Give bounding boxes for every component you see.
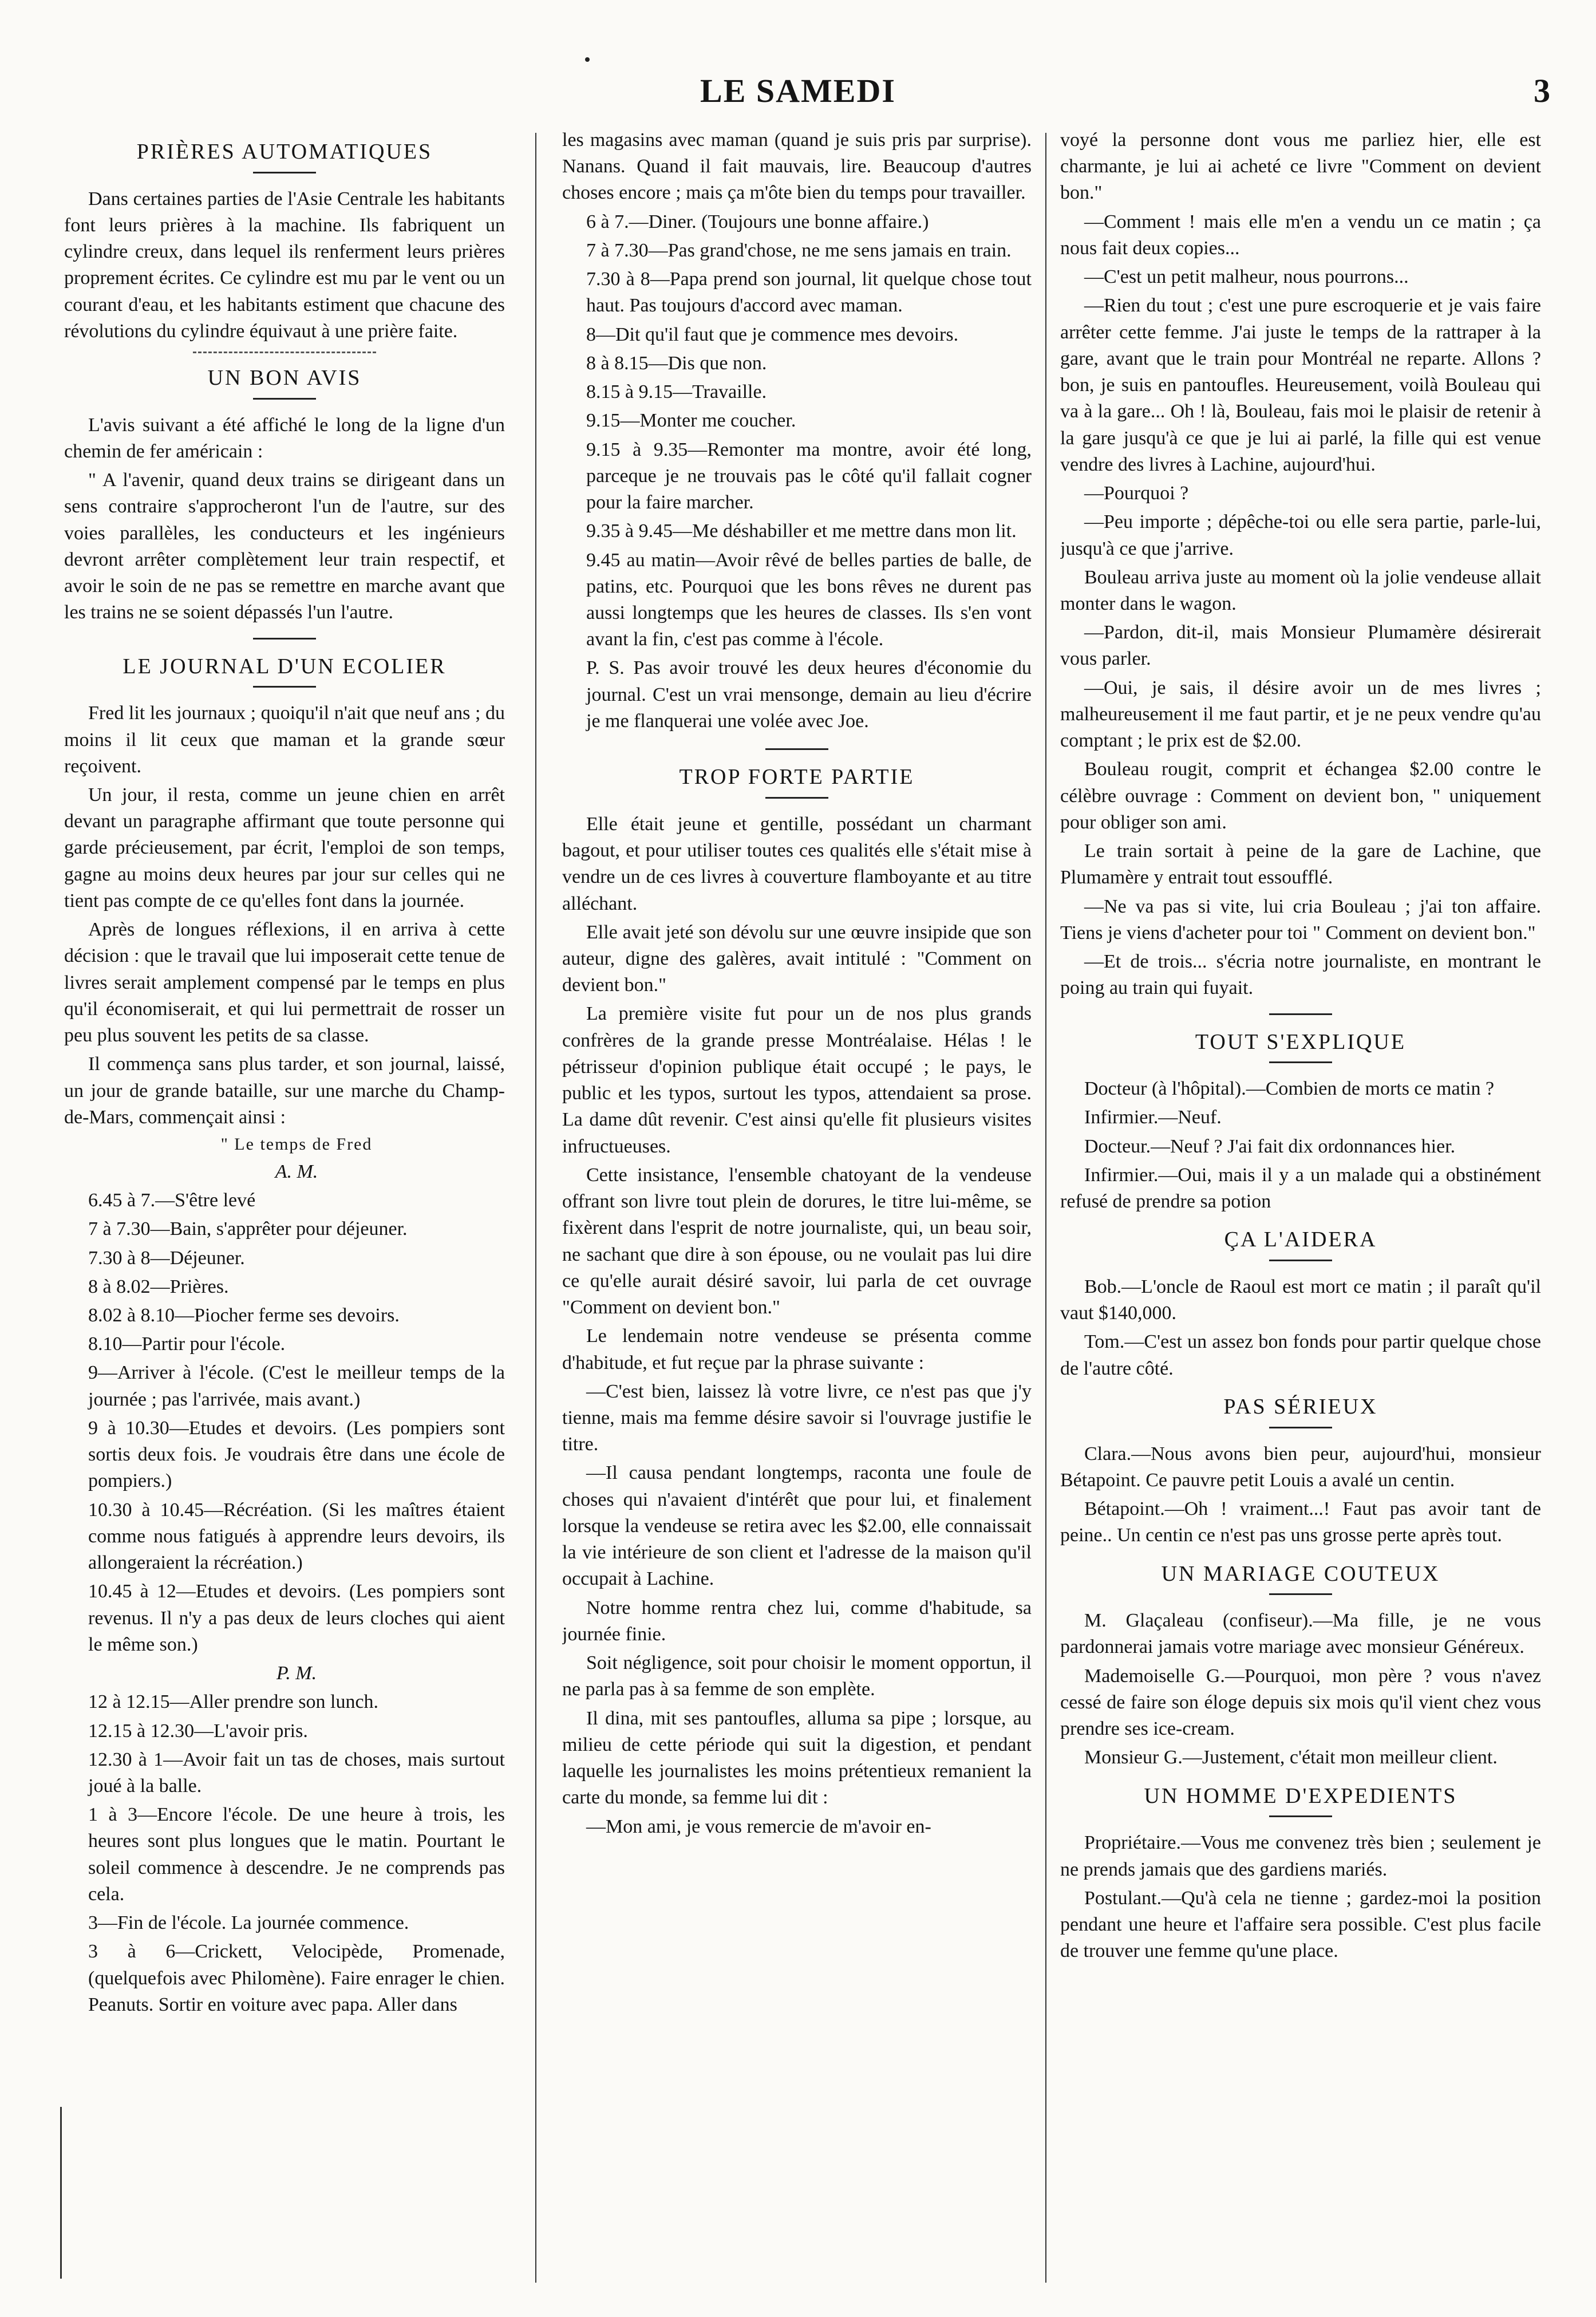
schedule-entry: 6.45 à 7.—S'être levé [88, 1190, 256, 1211]
schedule-entry: 9.15—Monter me coucher. [586, 410, 796, 432]
heading-rule [1269, 1815, 1332, 1817]
schedule-entry: 12.15 à 12.30—L'avoir pris. [88, 1720, 308, 1742]
heading-rule [1269, 1260, 1332, 1261]
paragraph: les magasins avec maman (quand je suis pris par surprise). Nanans. Quand il fait mauvais, lire. Beaucoup d'autres choses encore ; mais ça m'ôte bien du temps pour travailler. [562, 129, 1032, 204]
schedule-pm-list [64, 1689, 505, 2018]
schedule-entry: 6 à 7.—Diner. (Toujours une bonne affaire.) [586, 211, 929, 232]
article-heading: TOUT S'EXPLIQUE [1195, 1029, 1407, 1054]
schedule-entry: 9.15 à 9.35—Remonter ma montre, avoir été long, parceque je ne trouvais pas le côté qu'il fallait cogner pour la faire marcher. [586, 439, 1032, 514]
paragraph: Dans certaines parties de l'Asie Centrale les habitants font leurs prières à la machine. Ils fabriquent un cylindre creux, dans lequel ils renferment leurs prières proprement écrites. Ce cylindre est mu par le vent ou un courant d'eau, et les habitants estiment que chacune des révolutions du cylindre équivaut à une prière faite. [64, 188, 505, 342]
article-body [562, 811, 1032, 1840]
article-body [1060, 1274, 1541, 1382]
paragraph: —Ne va pas si vite, lui cria Bouleau ; j'ai ton affaire. Tiens je viens d'acheter pour toi " Comment on devient bon." [1060, 895, 1541, 944]
paragraph: —Mon ami, je vous remercie de m'avoir en- [586, 1815, 931, 1837]
column-1 [64, 127, 505, 2283]
schedule-pm-label: P. M. [276, 1663, 317, 1684]
margin-mark [60, 2107, 62, 2279]
paragraph: Elle était jeune et gentille, possédant un charmant bagout, et pour utiliser toutes ces qualités elle s'était mise à vendre un de ces livres à couverture flamboyante et au titre alléchant. [562, 813, 1032, 914]
paragraph: La première visite fut pour un de nos plus grands confrères de la grande presse Montréalaise. Hélas ! le pétrisseur d'opinion publique était occupé ; le pays, le public et les typos, surtout les typos, attendaient sa prose. La dame dût revenir. C'est ainsi qu'elle fit plusieurs visites infructueuses. [562, 1003, 1032, 1157]
paragraph: voyé la personne dont vous me parliez hier, elle est charmante, je lui ai acheté ce livre "Comment on devient bon." [1060, 129, 1541, 204]
section-separator [253, 638, 316, 640]
section-separator [193, 352, 376, 353]
schedule-am-list [64, 1187, 505, 1658]
paragraph: Notre homme rentra chez lui, comme d'habitude, sa journée finie. [562, 1597, 1032, 1645]
dialogue-line: Tom.—C'est un assez bon fonds pour partir quelque chose de l'autre côté. [1060, 1331, 1541, 1379]
schedule-entry: 9—Arriver à l'école. (C'est le meilleur temps de la journée ; pas l'arrivée, mais avant.) [88, 1362, 505, 1410]
paragraph: Soit négligence, soit pour choisir le moment opportun, il ne parla pas à sa femme de son emplète. [562, 1652, 1032, 1700]
dialogue-line: Postulant.—Qu'à cela ne tienne ; gardez-moi la position pendant une heure et l'affaire sera possible. C'est plus facile de trouver une femme qu'une place. [1060, 1887, 1541, 1962]
schedule-entry: 7.30 à 8—Déjeuner. [88, 1247, 245, 1269]
paragraph: Cette insistance, l'ensemble chatoyant de la vendeuse offrant son livre tout plein de dorures, le titre lui-même, se fixèrent dans l'esprit de notre journaliste, qui, un beau soir, ne sachant que dire à son épouse, ou ne voulait pas lui dire ce qu'elle aurait désiré savoir, lui parla de cet ouvrage "Comment on devient bon." [562, 1164, 1032, 1319]
schedule-entry: 10.45 à 12—Etudes et devoirs. (Les pompiers sont revenus. Il n'y a pas deux de leurs cloches qui aient le même son.) [88, 1581, 505, 1655]
article-heading: ÇA L'AIDERA [1224, 1227, 1377, 1252]
article-body [1060, 1608, 1541, 1771]
schedule-entry: 3 à 6—Crickett, Velocipède, Promenade, (quelquefois avec Philomène). Faire enrager le chien. Peanuts. Sortir en voiture avec papa. Aller dans [88, 1941, 505, 2015]
schedule-entry: 1 à 3—Encore l'école. De une heure à trois, les heures sont plus longues que le matin. Pourtant le soleil commence à descendre. Je ne comprends pas cela. [88, 1804, 505, 1905]
heading-rule [1269, 1061, 1332, 1063]
paragraph: Bouleau arriva juste au moment où la jolie vendeuse allait monter dans le wagon. [1060, 566, 1541, 614]
paragraph: Le lendemain notre vendeuse se présenta comme d'habitude, et fut reçue par la phrase suivante : [562, 1325, 1032, 1373]
schedule-entry: 10.30 à 10.45—Récréation. (Si les maîtres étaient comme nous fatigués à apprendre leurs devoirs, ils allongeraient la récréation.) [88, 1499, 505, 1574]
heading-rule [253, 172, 316, 173]
paragraph: Le train sortait à peine de la gare de Lachine, que Plumamère y entrait tout essoufflé. [1060, 840, 1541, 889]
section-separator [765, 748, 828, 750]
dialogue-line: Docteur.—Neuf ? J'ai fait dix ordonnances hier. [1084, 1135, 1456, 1157]
schedule-entry: 12 à 12.15—Aller prendre son lunch. [88, 1691, 379, 1713]
paragraph: Il dina, mit ses pantoufles, alluma sa pipe ; lorsque, au milieu de cette période qui suit la digestion, et pendant laquelle les journalistes les moins prétentieux remanient la carte du monde, sa femme lui dit : [562, 1707, 1032, 1809]
column-3 [1060, 127, 1541, 2283]
paragraph: L'avis suivant a été affiché le long de la ligne d'un chemin de fer américain : [64, 414, 505, 462]
schedule-title: " Le temps de Fred [220, 1135, 373, 1154]
article-heading: UN MARIAGE COUTEUX [1161, 1561, 1440, 1586]
paragraph: Fred lit les journaux ; quoiqu'il n'ait que neuf ans ; du moins il lit ceux que maman et la grande sœur reçoivent. [64, 702, 505, 777]
dialogue-line: Monsieur G.—Justement, c'était mon meilleur client. [1084, 1747, 1498, 1769]
paragraph: Il commença sans plus tarder, et son journal, laissé, un jour de grande bataille, sur une marche du Champ-de-Mars, commençait ainsi : [64, 1053, 505, 1128]
column-2 [562, 127, 1032, 2283]
paragraph: —Pardon, dit-il, mais Monsieur Plumamère désirerait vous parler. [1060, 622, 1541, 670]
paragraph: " A l'avenir, quand deux trains se dirigeant dans un sens contraire s'approcheront l'un de l'autre, sur des voies parallèles, les conducteurs et les ingénieurs devront arrêter complètement leur train respectif, et avoir le soin de ne pas se remettre en marche avant que les trains ne se soient dépassés l'un l'autre. [64, 469, 505, 623]
page-header [0, 0, 1596, 115]
paragraph: Un jour, il resta, comme un jeune chien en arrêt devant un paragraphe affirmant que toute personne qui garde précieusement, par écrit, l'emploi de son temps, gagne au moins deux heures par jour sur celles qui ne tient pas compte de ce qu'elles font dans la journée. [64, 784, 505, 911]
schedule-entry: 7.30 à 8—Papa prend son journal, lit quelque chose tout haut. Pas toujours d'accord avec maman. [586, 269, 1032, 317]
heading-rule [1269, 1593, 1332, 1595]
paragraph: —Oui, je sais, il désire avoir un de mes livres ; malheureusement il me faut partir, et je ne peux vendre qu'au comptant ; le prix est de $2.00. [1060, 677, 1541, 752]
heading-rule [253, 686, 316, 688]
paragraph: —C'est bien, laissez là votre livre, ce n'est pas que j'y tienne, mais ma femme désire savoir si l'ouvrage justifie le titre. [562, 1380, 1032, 1455]
dialogue-line: Propriétaire.—Vous me convenez très bien ; seulement je ne prends jamais que des gardiens mariés. [1060, 1832, 1541, 1880]
dialogue-line: Bétapoint.—Oh ! vraiment...! Faut pas avoir tant de peine.. Un centin ce n'est pas uns grosse perte après tout. [1060, 1498, 1541, 1546]
article-body [1060, 1076, 1541, 1215]
article-body [1060, 1441, 1541, 1549]
schedule-entry: 9.45 au matin—Avoir rêvé de belles parties de balle, de patins, etc. Pourquoi que les bons rêves ne durent pas aussi longtemps que les heures de classes. Ils s'en vont avant la fin, c'est pas comme à l'école. [586, 549, 1032, 650]
paragraph: —Et de trois... s'écria notre journaliste, en montrant le poing au train qui fuyait. [1060, 951, 1541, 999]
dialogue-line: M. Glaçaleau (confiseur).—Ma fille, je ne vous pardonnerai jamais votre mariage avec monsieur Généreux. [1060, 1610, 1541, 1658]
heading-rule [765, 797, 828, 799]
schedule-entry: 8.10—Partir pour l'école. [88, 1333, 286, 1355]
paragraph: Elle avait jeté son dévolu sur une œuvre insipide que son auteur, digne des galères, avait intitulé : "Comment on devient bon." [562, 921, 1032, 996]
dialogue-line: Docteur (à l'hôpital).—Combien de morts ce matin ? [1084, 1078, 1495, 1100]
dialogue-line: Mademoiselle G.—Pourquoi, mon père ? vous n'avez cessé de faire son éloge depuis six mois qu'il vient chez vous prendre ses ice-cream. [1060, 1665, 1541, 1740]
paragraph: —Il causa pendant longtemps, raconta une foule de choses qui n'avaient d'intérêt que pour lui, et finalement lorsque la vendeuse se retira avec les $2.00, elle connaissait la vie intérieure de son client et l'adresse de la maison qu'il occupait à Lachine. [562, 1462, 1032, 1590]
schedule-entry: 9.35 à 9.45—Me déshabiller et me mettre dans mon lit. [586, 520, 1017, 542]
dialogue-line: Clara.—Nous avons bien peur, aujourd'hui, monsieur Bétapoint. Ce pauvre petit Louis a avalé un centin. [1060, 1443, 1541, 1491]
masthead-title: LE SAMEDI [700, 72, 896, 109]
schedule-entry: P. S. Pas avoir trouvé les deux heures d'économie du journal. C'est un vrai mensonge, demain au lieu d'écrire je me flanquerai une volée avec Joe. [586, 657, 1032, 732]
paragraph: —Rien du tout ; c'est une pure escroquerie et je vais faire arrêter cette femme. J'ai juste le temps de la rattraper à la gare, avant que le train pour Montréal ne reparte. Allons ? bon, je suis en pantoufles. Heureusement, voilà Bouleau qui va à la gare... Oh ! là, Bouleau, fais moi le plaisir de retenir à la gare jusqu'à ce que je lui ai parlé, la fille qui est venue vendre des livres à Lachine, aujourd'hui. [1060, 295, 1541, 475]
column-divider [1045, 133, 1046, 2283]
dialogue-line: Bob.—L'oncle de Raoul est mort ce matin ; il paraît qu'il vaut $140,000. [1060, 1276, 1541, 1324]
paragraph: Bouleau rougit, comprit et échangea $2.00 contre le célèbre ouvrage : Comment on devient bon, " uniquement pour obliger son ami. [1060, 759, 1541, 833]
section-separator [1269, 1013, 1332, 1015]
schedule-entry: 8—Dit qu'il faut que je commence mes devoirs. [586, 323, 959, 345]
article-heading: PRIÈRES AUTOMATIQUES [136, 140, 433, 164]
article-heading: LE JOURNAL D'UN ECOLIER [123, 654, 447, 678]
heading-rule [1269, 1427, 1332, 1428]
article-heading: UN BON AVIS [207, 366, 362, 390]
schedule-entry: 12.30 à 1—Avoir fait un tas de choses, mais surtout joué à la balle. [88, 1748, 505, 1797]
paragraph: —Comment ! mais elle m'en a vendu un ce matin ; ça nous fait deux copies... [1060, 211, 1541, 259]
article-heading: UN HOMME D'EXPEDIENTS [1144, 1783, 1457, 1808]
heading-rule [253, 398, 316, 400]
column-divider [535, 133, 536, 2283]
schedule-entry: 9 à 10.30—Etudes et devoirs. (Les pompiers sont sortis deux fois. Je voudrais être dans une école de pompiers.) [88, 1417, 505, 1492]
dialogue-line: Infirmier.—Oui, mais il y a un malade qui a obstinément refusé de prendre sa potion [1060, 1164, 1541, 1213]
schedule-entry: 7 à 7.30—Bain, s'apprêter pour déjeuner. [88, 1218, 408, 1240]
article-body [1060, 127, 1541, 1002]
paragraph: —Pourquoi ? [1084, 483, 1189, 504]
schedule-entry: 3—Fin de l'école. La journée commence. [88, 1912, 409, 1934]
paragraph: —C'est un petit malheur, nous pourrons... [1084, 266, 1409, 288]
paragraph: Après de longues réflexions, il en arriva à cette décision : que le travail que lui imposerait cette tenue de livres serait amplement compensé par le temps en plus qu'il économiserait, et qui lui permettrait de rosser un peu plus souvent les petits de sa classe. [64, 919, 505, 1047]
schedule-evening-list [562, 209, 1032, 735]
dialogue-line: Infirmier.—Neuf. [1084, 1107, 1222, 1128]
article-heading: PAS SÉRIEUX [1223, 1394, 1378, 1419]
schedule-entry: 8.02 à 8.10—Piocher ferme ses devoirs. [88, 1305, 400, 1327]
schedule-entry: 8 à 8.02—Prières. [88, 1276, 229, 1297]
schedule-entry: 8 à 8.15—Dis que non. [586, 352, 767, 374]
paragraph: —Peu importe ; dépêche-toi ou elle sera partie, parle-lui, jusqu'à ce que j'arrive. [1060, 511, 1541, 559]
schedule-am-label: A. M. [275, 1161, 318, 1182]
schedule-entry: 7 à 7.30—Pas grand'chose, ne me sens jamais en train. [586, 239, 1012, 261]
schedule-entry: 8.15 à 9.15—Travaille. [586, 381, 767, 403]
article-heading: TROP FORTE PARTIE [679, 765, 915, 790]
page-number: 3 [1534, 72, 1550, 109]
article-body [1060, 1830, 1541, 1964]
